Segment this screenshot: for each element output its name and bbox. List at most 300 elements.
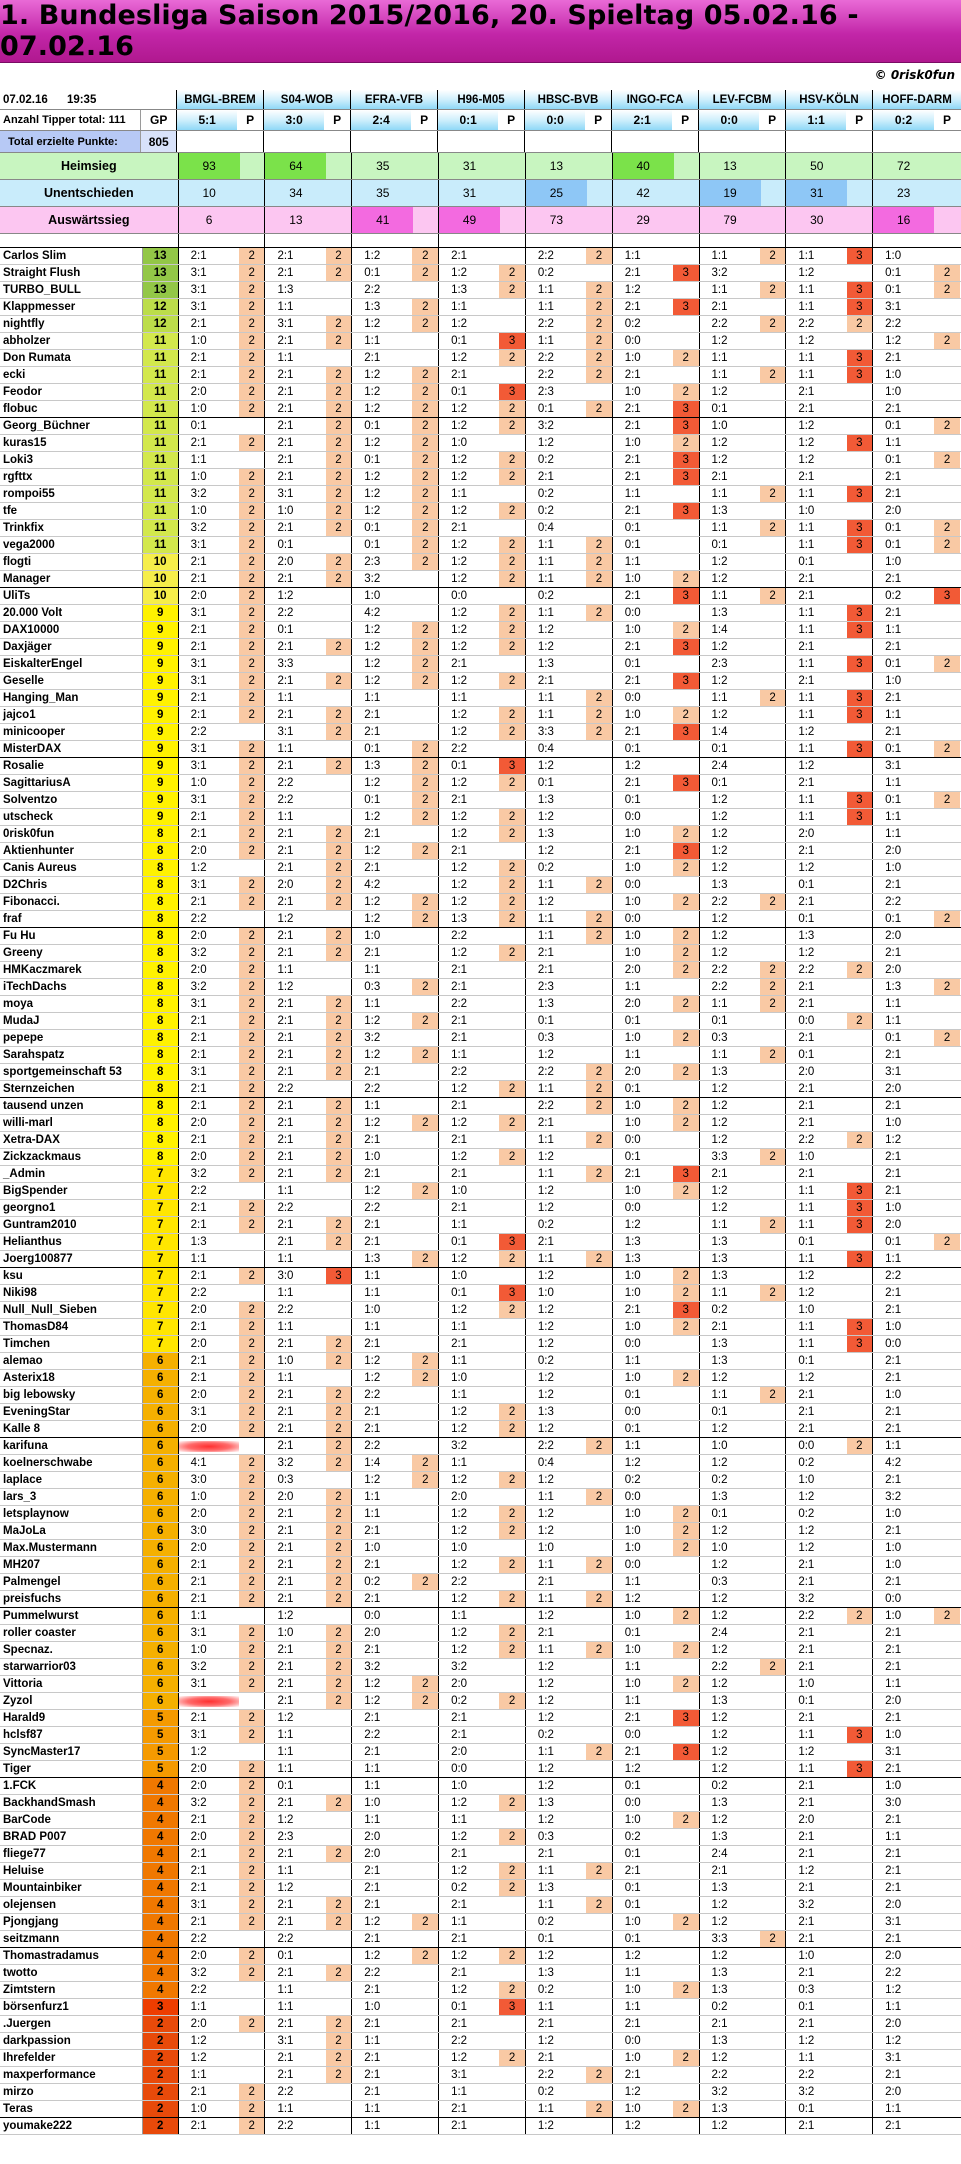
tip-value: 2:1	[798, 1117, 815, 1129]
tip-points	[326, 282, 352, 298]
tip-cell	[352, 1115, 439, 1131]
tip-points: 2	[412, 1115, 438, 1131]
tip-value: 1:2	[537, 437, 554, 449]
tip-cell	[700, 1421, 787, 1437]
player-points: 7	[143, 1302, 179, 1318]
tip-cell	[786, 1591, 873, 1607]
tip-value: 2:0	[190, 1950, 207, 1962]
tip-points: 2	[499, 1302, 525, 1318]
tip-value: 2:1	[277, 1661, 294, 1673]
tip-points	[847, 1863, 873, 1879]
total-fill-cell	[525, 131, 612, 152]
tip-points: 2	[760, 1047, 786, 1063]
match-header-bmgl-brem: BMGL-BREM	[177, 90, 264, 109]
tip-cell	[613, 1251, 700, 1267]
tip-points: 2	[239, 1795, 265, 1811]
tip-points: 2	[934, 333, 960, 349]
tip-points	[412, 1081, 438, 1097]
tip-cell	[352, 1404, 439, 1420]
tip-cell	[786, 1540, 873, 1556]
tip-points	[326, 1472, 352, 1488]
tip-cell	[786, 248, 873, 264]
tip-cell	[700, 2084, 787, 2100]
tip-value: 1:0	[624, 624, 641, 636]
tip-cell	[873, 452, 961, 468]
tip-value: 1:2	[451, 1950, 468, 1962]
tip-cell	[439, 1353, 526, 1369]
tip-cell	[526, 809, 613, 825]
tip-value: 2:1	[451, 1134, 468, 1146]
tip-points	[673, 1778, 699, 1794]
tip-value: 1:1	[451, 301, 468, 313]
tip-points	[499, 741, 525, 757]
tip-points	[412, 1030, 438, 1046]
tip-points	[586, 639, 612, 655]
table-row	[0, 860, 961, 877]
tip-points	[586, 1812, 612, 1828]
page-title: 1. Bundesliga Saison 2015/2016, 20. Spieltag 05.02.16 - 07.02.16	[0, 0, 859, 62]
tip-points: 2	[586, 1251, 612, 1267]
player-name: Vittoria	[0, 1676, 143, 1692]
tip-cell	[786, 945, 873, 961]
tip-value: 2:1	[277, 2052, 294, 2064]
tip-cell	[873, 656, 961, 672]
tip-cell	[179, 1693, 266, 1709]
tip-cell	[526, 1149, 613, 1165]
tip-points	[673, 605, 699, 621]
tip-value: 1:2	[537, 2035, 554, 2047]
tip-value: 3:1	[190, 879, 207, 891]
stat-value: 35	[376, 159, 390, 173]
tip-value: 2:1	[364, 1593, 381, 1605]
tip-points: 2	[673, 622, 699, 638]
tip-points	[499, 1608, 525, 1624]
tip-cell	[613, 1557, 700, 1573]
tip-cell	[873, 741, 961, 757]
spacer-cell	[0, 234, 179, 247]
table-row	[0, 1625, 961, 1642]
tip-points	[760, 1625, 786, 1641]
tip-cell	[265, 1302, 352, 1318]
tip-value: 2:1	[364, 1712, 381, 1724]
tip-points	[499, 1200, 525, 1216]
tip-value: 1:2	[537, 1780, 554, 1792]
tip-points	[934, 1455, 960, 1471]
tip-cell	[873, 2101, 961, 2117]
tip-value: 1:2	[451, 420, 468, 432]
tip-cell	[439, 2033, 526, 2049]
tip-value: 2:1	[277, 1015, 294, 1027]
tip-cell	[265, 418, 352, 434]
tip-points: 3	[847, 690, 873, 706]
tip-cell	[700, 537, 787, 553]
tip-points: 3	[847, 520, 873, 536]
player-name: darkpassion	[0, 2033, 143, 2049]
player-name: Harald9	[0, 1710, 143, 1726]
tip-cell	[439, 1421, 526, 1437]
tip-cell	[526, 1234, 613, 1250]
tip-points: 2	[239, 1200, 265, 1216]
tip-cell	[265, 758, 352, 774]
table-row	[0, 1251, 961, 1268]
tip-cell	[265, 1336, 352, 1352]
tip-points	[760, 1132, 786, 1148]
player-points: 5	[143, 1727, 179, 1743]
tip-cell	[352, 1523, 439, 1539]
tip-cell	[265, 962, 352, 978]
tip-cell	[873, 911, 961, 927]
tip-points: 3	[847, 367, 873, 383]
tip-points: 2	[239, 1030, 265, 1046]
table-row	[0, 316, 961, 333]
tip-cell	[613, 299, 700, 315]
tip-cell	[352, 418, 439, 434]
tip-value: 3:1	[190, 658, 207, 670]
tip-value: 1:2	[364, 1695, 381, 1707]
tip-value: 2:2	[537, 318, 554, 330]
player-name: kuras15	[0, 435, 143, 451]
tip-points: 2	[760, 316, 786, 332]
tip-cell	[179, 1064, 266, 1080]
tip-cell	[873, 1217, 961, 1233]
tip-points	[673, 537, 699, 553]
tip-cell	[873, 1676, 961, 1692]
player-name: Geselle	[0, 673, 143, 689]
tip-cell	[700, 1710, 787, 1726]
tip-points	[412, 690, 438, 706]
tip-cell	[873, 1268, 961, 1284]
table-row	[0, 775, 961, 792]
tip-value: 3:1	[885, 760, 902, 772]
tip-value: 1:1	[277, 2001, 294, 2013]
tip-cell	[873, 282, 961, 298]
tip-value: 1:2	[798, 437, 815, 449]
tip-value: 2:2	[190, 1933, 207, 1945]
tip-points	[673, 1846, 699, 1862]
tip-value: 1:2	[711, 1100, 728, 1112]
tip-cell	[439, 1693, 526, 1709]
tip-cell	[526, 1948, 613, 1964]
tip-cell	[613, 1999, 700, 2015]
tip-cell	[786, 962, 873, 978]
tip-cell	[265, 350, 352, 366]
tip-cell	[179, 282, 266, 298]
tip-value: 1:0	[885, 1202, 902, 1214]
tip-points: 2	[326, 520, 352, 536]
tip-cell	[873, 384, 961, 400]
tip-cell	[700, 979, 787, 995]
tip-value: 1:3	[190, 1236, 207, 1248]
tip-value: 1:3	[537, 658, 554, 670]
player-points: 2	[143, 2067, 179, 2083]
tip-points	[586, 520, 612, 536]
tip-cell	[526, 1540, 613, 1556]
player-points: 11	[143, 469, 179, 485]
tip-points	[412, 877, 438, 893]
player-points: 8	[143, 1030, 179, 1046]
tip-value: 2:1	[277, 1032, 294, 1044]
tip-cell	[613, 1200, 700, 1216]
tip-points: 2	[412, 1353, 438, 1369]
tip-value: 0:1	[364, 539, 381, 551]
tip-value: 1:2	[364, 1372, 381, 1384]
tip-cell	[613, 656, 700, 672]
tip-cell	[439, 316, 526, 332]
tip-points	[239, 1183, 265, 1199]
tip-cell	[265, 1914, 352, 1930]
tip-points	[499, 690, 525, 706]
tip-points	[326, 1829, 352, 1845]
tip-cell	[873, 1931, 961, 1947]
tip-value: 2:1	[190, 2120, 207, 2132]
tip-points: 2	[673, 1642, 699, 1658]
tip-value: 2:1	[277, 1848, 294, 1860]
tip-cell	[352, 1166, 439, 1182]
tip-points	[412, 1846, 438, 1862]
tip-points	[239, 2067, 265, 2083]
tip-cell	[873, 1540, 961, 1556]
tip-cell	[265, 1931, 352, 1947]
tip-value: 1:2	[277, 1610, 294, 1622]
tip-cell	[265, 1965, 352, 1981]
tip-points	[499, 1319, 525, 1335]
table-row	[0, 1472, 961, 1489]
player-points: 4	[143, 1812, 179, 1828]
tip-cell	[873, 826, 961, 842]
tip-value: 1:1	[537, 709, 554, 721]
tip-points	[847, 1710, 873, 1726]
tip-value: 0:0	[451, 1763, 468, 1775]
tip-points	[499, 1455, 525, 1471]
tip-value: 0:1	[364, 522, 381, 534]
tip-points	[586, 1506, 612, 1522]
tip-cell	[613, 843, 700, 859]
tip-cell	[179, 1132, 266, 1148]
tip-value: 2:0	[190, 1780, 207, 1792]
tip-points: 2	[673, 928, 699, 944]
tip-cell	[700, 1659, 787, 1675]
tip-cell	[526, 1982, 613, 1998]
tip-points	[760, 350, 786, 366]
table-row	[0, 911, 961, 928]
tip-cell	[439, 1761, 526, 1777]
tip-cell	[179, 690, 266, 706]
tip-points	[847, 1404, 873, 1420]
tip-cell	[700, 418, 787, 434]
tip-points	[760, 1999, 786, 2015]
tip-value: 2:4	[711, 760, 728, 772]
tip-cell	[786, 877, 873, 893]
tip-points	[586, 486, 612, 502]
tip-cell	[786, 1795, 873, 1811]
stat-cell	[439, 153, 526, 179]
tip-value: 2:1	[277, 522, 294, 534]
tip-cell	[613, 588, 700, 604]
tip-cell	[613, 486, 700, 502]
tip-value: 3:2	[190, 488, 207, 500]
tip-cell	[526, 673, 613, 689]
player-name: willi-marl	[0, 1115, 143, 1131]
tip-cell	[526, 1778, 613, 1794]
table-row	[0, 520, 961, 537]
tip-points	[934, 1319, 960, 1335]
tip-value: 1:1	[364, 1508, 381, 1520]
tip-points: 2	[326, 1455, 352, 1471]
stat-label-auswaertssieg: Auswärtssieg	[0, 207, 179, 233]
tip-value: 1:1	[885, 624, 902, 636]
tip-cell	[700, 1880, 787, 1896]
tip-cell	[179, 367, 266, 383]
tip-cell	[786, 1999, 873, 2015]
player-points: 9	[143, 673, 179, 689]
tip-points	[239, 1744, 265, 1760]
tip-value: 1:2	[364, 896, 381, 908]
table-row	[0, 1829, 961, 1846]
tip-value: 2:1	[451, 1967, 468, 1979]
tip-value: 1:1	[277, 1746, 294, 1758]
tip-cell	[526, 1744, 613, 1760]
tip-points: 2	[760, 486, 786, 502]
tip-value: 2:1	[885, 1355, 902, 1367]
tip-points	[412, 1863, 438, 1879]
tip-cell	[613, 1166, 700, 1182]
tip-value: 1:1	[277, 692, 294, 704]
table-row	[0, 401, 961, 418]
tip-points	[847, 1846, 873, 1862]
tip-points: 2	[239, 1948, 265, 1964]
player-name: youmake222	[0, 2118, 143, 2134]
tip-points	[412, 1387, 438, 1403]
player-points: 4	[143, 1880, 179, 1896]
tip-value: 2:1	[885, 1372, 902, 1384]
tip-value: 1:2	[451, 777, 468, 789]
stat-value: 19	[700, 180, 761, 206]
tip-value: 1:1	[451, 1610, 468, 1622]
tip-points	[239, 418, 265, 434]
tip-cell	[352, 826, 439, 842]
tip-points	[847, 1948, 873, 1964]
player-name: Guntram2010	[0, 1217, 143, 1233]
tip-cell	[352, 1574, 439, 1590]
tip-cell	[352, 265, 439, 281]
tip-cell	[352, 350, 439, 366]
table-row	[0, 503, 961, 520]
player-points: 6	[143, 1421, 179, 1437]
player-points: 8	[143, 1149, 179, 1165]
tip-points	[412, 1098, 438, 1114]
tip-points: 2	[586, 1897, 612, 1913]
tip-value: 1:3	[537, 998, 554, 1010]
tip-value: 2:1	[451, 845, 468, 857]
stat-cell	[352, 153, 439, 179]
player-name: Trinkfix	[0, 520, 143, 536]
tip-cell	[873, 1574, 961, 1590]
tip-cell	[786, 928, 873, 944]
tip-value: 2:1	[711, 1865, 728, 1877]
tip-value: 1:0	[624, 1678, 641, 1690]
player-points: 9	[143, 622, 179, 638]
tip-value: 1:2	[711, 454, 728, 466]
tip-value: 1:0	[624, 1100, 641, 1112]
tip-value: 1:2	[190, 1746, 207, 1758]
tip-cell	[700, 1642, 787, 1658]
tip-points: 2	[239, 758, 265, 774]
tip-cell	[352, 1982, 439, 1998]
tip-value: 1:2	[451, 607, 468, 619]
tip-points	[934, 401, 960, 417]
tip-points	[499, 962, 525, 978]
tip-value: 1:2	[451, 539, 468, 551]
tip-value: 0:0	[624, 811, 641, 823]
tip-cell	[700, 724, 787, 740]
tip-value: 0:0	[624, 2035, 641, 2047]
tip-value: 2:1	[190, 1372, 207, 1384]
tip-value: 1:0	[885, 1780, 902, 1792]
tip-cell	[526, 282, 613, 298]
tip-value: 1:3	[798, 930, 815, 942]
table-row	[0, 809, 961, 826]
points-header: P	[333, 113, 342, 127]
tip-cell	[179, 1353, 266, 1369]
tip-points: 2	[326, 860, 352, 876]
tip-points	[934, 1438, 960, 1454]
tip-cell	[439, 1404, 526, 1420]
tip-value: 2:1	[624, 403, 641, 415]
tip-points: 2	[326, 248, 352, 264]
tip-points	[760, 1268, 786, 1284]
tip-cell	[873, 2016, 961, 2032]
tip-value: 2:1	[364, 709, 381, 721]
tip-value: 1:1	[537, 539, 554, 551]
player-points: 6	[143, 1608, 179, 1624]
tip-cell	[613, 1183, 700, 1199]
tip-points	[934, 843, 960, 859]
tip-points	[760, 452, 786, 468]
tip-points: 2	[499, 707, 525, 723]
tip-value: 2:1	[885, 1049, 902, 1061]
tip-points: 2	[673, 1370, 699, 1386]
tip-value: 2:1	[798, 1423, 815, 1435]
tip-value: 1:3	[711, 1882, 728, 1894]
tip-cell	[786, 1064, 873, 1080]
tip-cell	[700, 1540, 787, 1556]
points-header: P	[420, 113, 429, 127]
player-points: 8	[143, 1132, 179, 1148]
tip-cell	[179, 1438, 266, 1454]
tip-points	[586, 1302, 612, 1318]
tip-value: 2:0	[277, 556, 294, 568]
tip-value: 1:2	[364, 675, 381, 687]
points-header: P	[681, 113, 690, 127]
tip-points	[847, 1982, 873, 1998]
tip-value: 3:1	[277, 488, 294, 500]
tip-points	[760, 265, 786, 281]
tip-points: 2	[499, 1591, 525, 1607]
tip-value: 4:2	[885, 1457, 902, 1469]
tip-cell	[439, 1931, 526, 1947]
tip-cell	[873, 520, 961, 536]
tip-points: 2	[760, 1149, 786, 1165]
tip-cell	[700, 2101, 787, 2117]
tip-value: 1:2	[711, 709, 728, 721]
stat-value: 30	[810, 213, 824, 227]
stat-cell	[613, 153, 700, 179]
tip-points: 2	[239, 571, 265, 587]
tip-cell	[352, 1914, 439, 1930]
tip-cell	[786, 1319, 873, 1335]
player-points: 7	[143, 1319, 179, 1335]
player-points: 11	[143, 401, 179, 417]
